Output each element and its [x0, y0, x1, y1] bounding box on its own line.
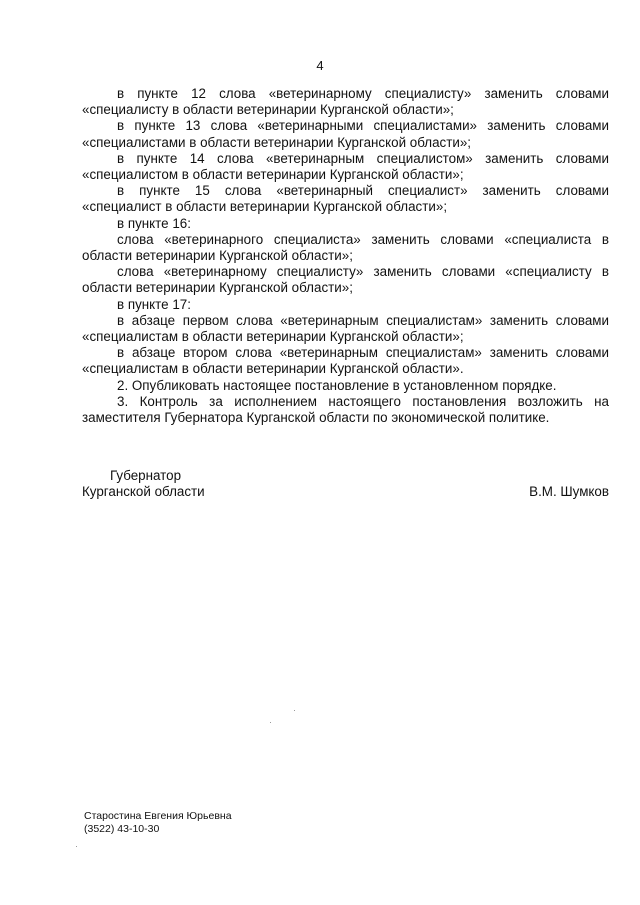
paragraph-point-17-item-2: в абзаце втором слова «ветеринарным специалистам» заменить словами «специалистам в области ветеринарии Курганской области».	[82, 345, 609, 377]
paragraph-point-16-heading: в пункте 16:	[117, 215, 191, 231]
page-number: 4	[316, 58, 324, 73]
signature-block	[82, 468, 609, 508]
scan-speck	[270, 722, 271, 723]
paragraph-point-12: в пункте 12 слова «ветеринарному специалисту» заменить словами «специалисту в области ветеринарии Курганской области»;	[82, 86, 609, 118]
executor-name: Старостина Евгения Юрьевна	[84, 810, 232, 822]
paragraph-point-16-item-1: слова «ветеринарного специалиста» заменить словами «специалиста в области ветеринарии Курганской области»;	[82, 231, 609, 264]
executor-block	[84, 810, 232, 836]
document-body	[82, 86, 609, 426]
paragraph-point-15: в пункте 15 слова «ветеринарный специалист» заменить словами «специалист в области ветеринарии Курганской области»;	[82, 183, 609, 215]
signatory-title-line-1: Губернатор	[110, 468, 182, 483]
executor-phone: (3522) 43-10-30	[84, 823, 160, 835]
signatory-title-line-2: Курганской области	[82, 484, 205, 499]
scan-speck	[76, 846, 77, 847]
paragraph-point-17-item-1: в абзаце первом слова «ветеринарным специалистам» заменить словами «специалистам в области ветеринарии Курганской области»;	[82, 312, 609, 345]
paragraph-point-16-item-2: слова «ветеринарному специалисту» заменить словами «специалисту в области ветеринарии Курганской области»;	[82, 264, 609, 296]
signatory-name: В.М. Шумков	[529, 484, 609, 499]
paragraph-item-3-control: 3. Контроль за исполнением настоящего постановления возложить на заместителя Губернатора Курганской области по экономической политике.	[82, 393, 609, 426]
paragraph-point-17-heading: в пункте 17:	[117, 296, 191, 312]
paragraph-point-14: в пункте 14 слова «ветеринарным специалистом» заменить словами «специалистом в области ветеринарии Курганской области»;	[82, 150, 609, 183]
paragraph-item-2-publish: 2. Опубликовать настоящее постановление в установленном порядке.	[117, 377, 557, 393]
scan-speck	[294, 710, 295, 711]
paragraph-point-13: в пункте 13 слова «ветеринарными специалистами» заменить словами «специалистами в области ветеринарии Курганской области»;	[82, 118, 609, 150]
